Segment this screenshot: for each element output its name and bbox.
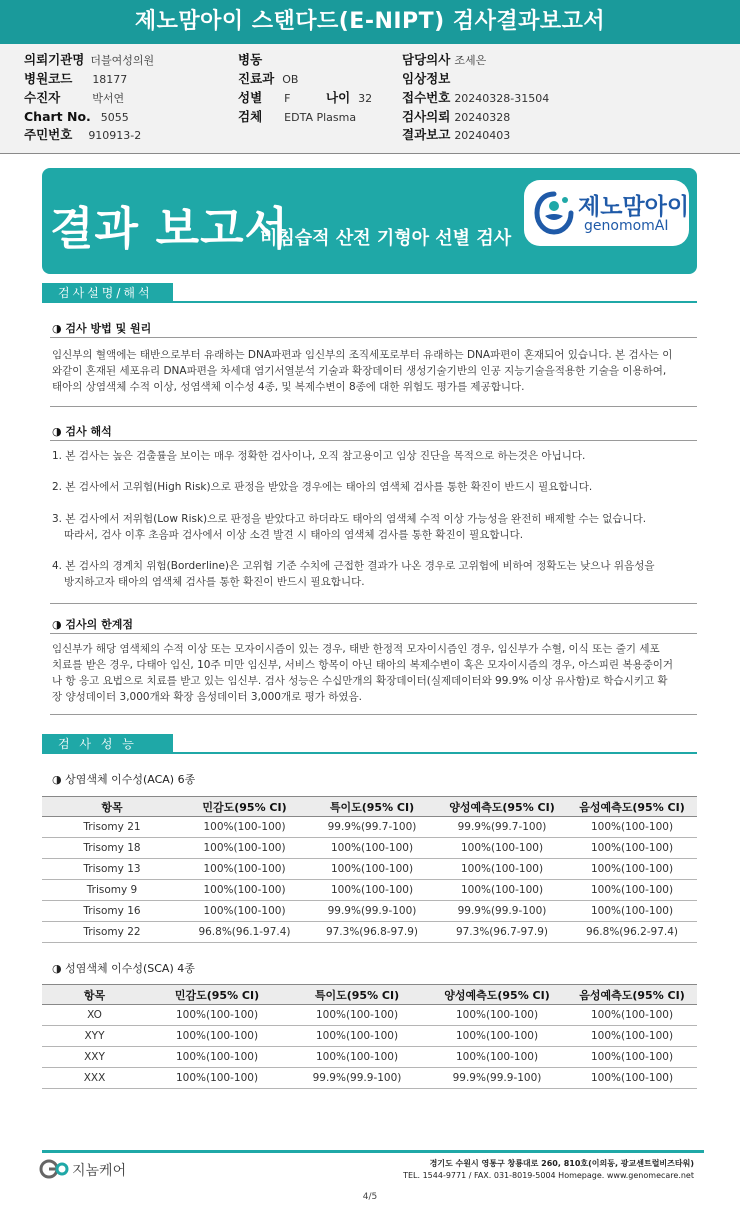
examinee-value: 박서연	[92, 92, 125, 105]
genomom-logo	[524, 180, 689, 246]
method-heading: ◑ 검사 방법 및 원리	[52, 322, 152, 335]
table-cell: XO	[42, 1005, 147, 1026]
table-cell: 100%(100-100)	[567, 880, 697, 901]
divider	[50, 633, 697, 634]
interpretation-item	[52, 479, 692, 495]
document-title: 제노맘아이 스탠다드(E-NIPT) 검사결과보고서	[0, 0, 740, 44]
age-value: 32	[358, 92, 373, 105]
column-header: 항목	[42, 797, 182, 817]
text-line: 따라서, 검사 이후 초음파 검사에서 이상 소견 발견 시 태아의 염색체 검사를 통한 확진이 필요합니다.	[64, 529, 524, 541]
chart-no-label: Chart No.	[24, 109, 91, 124]
divider	[50, 714, 697, 715]
divider	[50, 337, 697, 338]
table-cell: 99.9%(99.7-100)	[307, 817, 437, 838]
report-date-label: 결과보고	[402, 127, 451, 142]
table-row	[42, 859, 697, 880]
table-cell: Trisomy 18	[42, 838, 182, 859]
table-cell: 100%(100-100)	[567, 901, 697, 922]
table-cell: 100%(100-100)	[427, 1047, 567, 1068]
doctor-label: 담당의사	[402, 52, 451, 67]
department-value: OB	[282, 73, 299, 86]
report-title: 결과 보고서	[50, 202, 290, 255]
genomom-logo-icon	[534, 190, 574, 236]
company-address	[403, 1158, 694, 1182]
report-subtitle: 비침습적 산전 기형아 선별 검사	[260, 228, 512, 249]
table-cell: XXY	[42, 1047, 147, 1068]
table-cell: 100%(100-100)	[182, 838, 307, 859]
resident-no-label: 주민번호	[24, 127, 73, 142]
table-cell: 100%(100-100)	[307, 859, 437, 880]
logo-english: genomomAI	[584, 218, 669, 234]
text-line: 나 항 응고 요법으로 치료를 받고 있는 임신부. 검사 성능은 수십만개의 확장데이터(실제데이터와 99.9% 이상 유사함)로 학습시키고 확	[52, 675, 668, 687]
column-header: 항목	[42, 985, 147, 1005]
table-cell: 100%(100-100)	[567, 817, 697, 838]
text-line: 임신부의 혈액에는 태반으로부터 유래하는 DNA파편과 임신부의 조직세포로부터 유래하는 DNA파편이 혼재되어 있습니다. 본 검사는 이	[52, 349, 673, 361]
table-cell: 100%(100-100)	[427, 1005, 567, 1026]
institution-label: 의뢰기관명	[24, 52, 85, 67]
divider	[50, 440, 697, 441]
report-date-value: 20240403	[454, 129, 511, 142]
table-row	[42, 1005, 697, 1026]
table-cell: 96.8%(96.1-97.4)	[182, 922, 307, 943]
department-label: 진료과	[238, 71, 275, 86]
table-cell: 99.9%(99.9-100)	[427, 1068, 567, 1089]
table-cell: 100%(100-100)	[567, 838, 697, 859]
table-cell: 100%(100-100)	[567, 1068, 697, 1089]
section-bar-description	[42, 283, 697, 303]
limitation-heading: ◑ 검사의 한계점	[52, 618, 134, 631]
resident-no-value: 910913-2	[88, 129, 142, 142]
table-cell: 100%(100-100)	[182, 817, 307, 838]
table-cell: Trisomy 22	[42, 922, 182, 943]
specimen-label: 검체	[238, 109, 263, 124]
text-line: 치료를 받은 경우, 다태아 임신, 10주 미만 임신부, 서비스 항목이 아닌 태아의 복제수변이 혹은 모자이시즘의 경우, 아스피린 복용중이거	[52, 659, 674, 671]
text-line: 1. 본 검사는 높은 검출률을 보이는 매우 정확한 검사이나, 오직 참고용이고 임상 진단을 목적으로 하는것은 아닙니다.	[52, 450, 586, 462]
text-line: 태아의 상염색체 수적 이상, 성염색체 이수성 4종, 및 복제수변이 8종에 대한 위험도 평가를 제공합니다.	[52, 381, 525, 393]
table-cell: 99.9%(99.9-100)	[437, 901, 567, 922]
table-cell: 100%(100-100)	[287, 1005, 427, 1026]
report-header-card	[42, 168, 697, 274]
text-line: 장 양성데이터 3,000개와 확장 음성데이터 3,000개로 평가 하였음.	[52, 691, 362, 703]
table-cell: 100%(100-100)	[437, 880, 567, 901]
interpretation-heading: ◑ 검사 해석	[52, 425, 112, 438]
divider	[50, 603, 697, 604]
hospital-code-label: 병원코드	[24, 71, 73, 86]
table-cell: 100%(100-100)	[147, 1068, 287, 1089]
sca-performance-table	[42, 984, 697, 1089]
divider	[50, 406, 697, 407]
table-cell: Trisomy 13	[42, 859, 182, 880]
column-header: 민감도(95% CI)	[147, 985, 287, 1005]
genomecare-logo-icon	[38, 1158, 70, 1180]
table-row	[42, 1068, 697, 1089]
table-cell: 96.8%(96.2-97.4)	[567, 922, 697, 943]
text-line: 와같이 혼재된 세포유리 DNA파편을 차세대 염기서열분석 기술과 확장데이터 생성기술기반의 인공 지능기술을적용한 기술을 이용하여,	[52, 365, 667, 377]
table-cell: 100%(100-100)	[287, 1026, 427, 1047]
address-line: 경기도 수원시 영통구 창룡대로 260, 810호(이의동, 광교센트럴비즈타워)	[429, 1159, 694, 1168]
table-header-row	[42, 985, 697, 1005]
table-cell: 100%(100-100)	[437, 838, 567, 859]
examinee-label: 수진자	[24, 90, 61, 105]
table-row	[42, 1026, 697, 1047]
column-header: 특이도(95% CI)	[307, 797, 437, 817]
contact-line: TEL. 1544-9771 / FAX. 031-8019-5004 Homepage. www.genomecare.net	[403, 1171, 694, 1180]
logo-name: 제노맘아이	[578, 194, 690, 220]
table-cell: 100%(100-100)	[182, 901, 307, 922]
table-cell: 99.9%(99.9-100)	[307, 901, 437, 922]
table-cell: Trisomy 21	[42, 817, 182, 838]
table-cell: 100%(100-100)	[437, 859, 567, 880]
text-line: 임신부가 해당 염색체의 수적 이상 또는 모자이시즘이 있는 경우, 태반 한정적 모자이시즘인 경우, 임신부가 수혈, 이식 또는 줄기 세포	[52, 643, 660, 655]
interpretation-item	[52, 448, 692, 464]
table-cell: 97.3%(96.7-97.9)	[437, 922, 567, 943]
table-cell: XYY	[42, 1026, 147, 1047]
section-bar-performance	[42, 734, 697, 754]
table-header-row	[42, 797, 697, 817]
column-header: 민감도(95% CI)	[182, 797, 307, 817]
ward-label: 병동	[238, 52, 263, 67]
company-name: 지놈케어	[72, 1163, 127, 1179]
aca-performance-table	[42, 796, 697, 943]
request-date-label: 검사의뢰	[402, 109, 451, 124]
receipt-no-value: 20240328-31504	[454, 92, 550, 105]
hospital-code-value: 18177	[92, 73, 128, 86]
receipt-no-label: 접수번호	[402, 90, 451, 105]
institution-value: 더블여성의원	[90, 54, 155, 67]
text-line: 2. 본 검사에서 고위험(High Risk)으로 판정을 받았을 경우에는 태아의 염색체 검사를 통한 확진이 반드시 필요합니다.	[52, 481, 593, 493]
table-cell: 100%(100-100)	[287, 1047, 427, 1068]
table-cell: 100%(100-100)	[307, 880, 437, 901]
doctor-value: 조세은	[454, 54, 487, 67]
table-cell: 100%(100-100)	[147, 1026, 287, 1047]
company-logo	[38, 1158, 138, 1180]
table-cell: 99.9%(99.9-100)	[287, 1068, 427, 1089]
text-line: 3. 본 검사에서 저위험(Low Risk)으로 판정을 받았다고 하더라도 태아의 염색체 수적 이상 가능성을 완전히 배제할 수는 없습니다.	[52, 513, 647, 525]
clinical-info-label: 임상정보	[402, 71, 451, 86]
table-cell: 99.9%(99.7-100)	[437, 817, 567, 838]
request-date-value: 20240328	[454, 111, 511, 124]
table-cell: 100%(100-100)	[307, 838, 437, 859]
sca-table-title: ◑ 성염색체 이수성(SCA) 4종	[52, 962, 195, 975]
table-cell: 100%(100-100)	[567, 1026, 697, 1047]
table-cell: XXX	[42, 1068, 147, 1089]
sex-label: 성별	[238, 90, 263, 105]
patient-info-panel	[0, 44, 740, 154]
table-row	[42, 1047, 697, 1068]
section-tab-performance: 검 사 성 능	[42, 734, 173, 754]
sex-value: F	[284, 92, 291, 105]
age-label: 나이	[326, 90, 351, 105]
column-header: 양성예측도(95% CI)	[427, 985, 567, 1005]
table-row	[42, 922, 697, 943]
chart-no-value: 5055	[100, 111, 129, 124]
limitation-paragraph	[52, 641, 692, 705]
column-header: 양성예측도(95% CI)	[437, 797, 567, 817]
interpretation-item	[52, 558, 692, 590]
footer-divider	[42, 1150, 704, 1153]
specimen-value: EDTA Plasma	[284, 111, 357, 124]
table-cell: 100%(100-100)	[182, 859, 307, 880]
table-cell: 100%(100-100)	[567, 1005, 697, 1026]
table-cell: 97.3%(96.8-97.9)	[307, 922, 437, 943]
table-cell: 100%(100-100)	[427, 1026, 567, 1047]
table-row	[42, 838, 697, 859]
table-row	[42, 880, 697, 901]
text-line: 4. 본 검사의 경계치 위험(Borderline)은 고위험 기준 수치에 근접한 결과가 나온 경우로 고위험에 비하여 정확도는 낮으나 위음성을	[52, 560, 655, 572]
table-row	[42, 901, 697, 922]
table-cell: 100%(100-100)	[567, 859, 697, 880]
column-header: 음성예측도(95% CI)	[567, 797, 697, 817]
table-cell: 100%(100-100)	[147, 1005, 287, 1026]
table-cell: 100%(100-100)	[567, 1047, 697, 1068]
column-header: 음성예측도(95% CI)	[567, 985, 697, 1005]
table-row	[42, 817, 697, 838]
table-cell: 100%(100-100)	[147, 1047, 287, 1068]
section-tab-description: 검사설명/해석	[42, 283, 173, 303]
aca-table-title: ◑ 상염색체 이수성(ACA) 6종	[52, 773, 196, 786]
text-line: 방지하고자 태아의 염색체 검사를 통한 확진이 반드시 필요합니다.	[64, 576, 365, 588]
page-number: 4/5	[362, 1192, 378, 1202]
column-header: 특이도(95% CI)	[287, 985, 427, 1005]
table-cell: Trisomy 9	[42, 880, 182, 901]
method-paragraph	[52, 347, 692, 395]
interpretation-item	[52, 511, 692, 543]
table-cell: 100%(100-100)	[182, 880, 307, 901]
table-cell: Trisomy 16	[42, 901, 182, 922]
